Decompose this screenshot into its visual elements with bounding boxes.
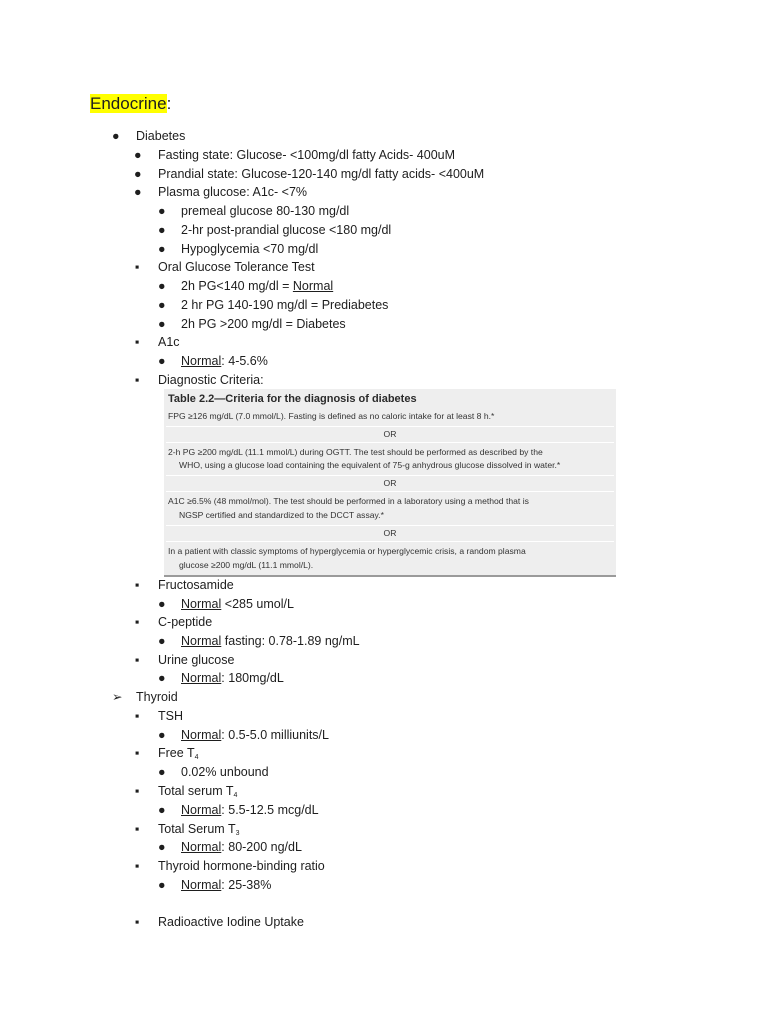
heading-text: Endocrine: [90, 94, 167, 113]
bullet-square-icon: ▪: [135, 822, 140, 836]
ogtt-label: Oral Glucose Tolerance Test: [158, 260, 315, 274]
ogtt-normal-text: 2h PG<140 mg/dl =: [181, 279, 293, 293]
tsh-normal-underlined: Normal: [181, 728, 222, 742]
thbr-normal-value: : 25-38%: [221, 878, 272, 892]
total-t4-subscript: 4: [233, 792, 238, 799]
table-row-ogtt: 2-h PG ≥200 mg/dL (11.1 mmol/L) during OGTT. The test should be performed as described by the: [168, 447, 543, 457]
bullet-square-icon: ▪: [135, 653, 140, 667]
bullet-dot-icon: ●: [158, 878, 166, 892]
t3-normal-value: : 80-200 ng/dL: [221, 840, 302, 854]
urine-normal-value: : 180mg/dL: [221, 671, 284, 685]
ogtt-prediabetes: 2 hr PG 140-190 mg/dl = Prediabetes: [181, 298, 389, 312]
cpep-normal-value: fasting: 0.78-1.89 ng/mL: [221, 634, 360, 648]
table-or: OR: [383, 528, 397, 538]
thyroid-label: Thyroid: [136, 690, 178, 704]
table-divider: [166, 442, 614, 443]
free-t4-text: Free T: [158, 746, 195, 760]
list-item: Hypoglycemia <70 mg/dl: [181, 242, 319, 256]
table-row-random-cont: glucose ≥200 mg/dL (11.1 mmol/L).: [179, 560, 314, 570]
thbr-label: Thyroid hormone-binding ratio: [158, 859, 325, 873]
bullet-dot-icon: ●: [158, 671, 166, 685]
bullet-dot-icon: ●: [158, 242, 166, 256]
thbr-normal-underlined: Normal: [181, 878, 222, 892]
table-row-a1c: A1C ≥6.5% (48 mmol/mol). The test should be performed in a laboratory using a method that is: [168, 496, 529, 506]
bullet-dot-icon: ●: [134, 185, 142, 199]
table-divider: [166, 525, 614, 526]
prandial-state: Prandial state: Glucose-120-140 mg/dl fatty acids- <400uM: [158, 167, 485, 181]
bullet-dot-icon: ●: [158, 765, 166, 779]
t3-normal: [181, 838, 302, 856]
page-heading: [90, 92, 171, 116]
table-title: Table 2.2—Criteria for the diagnosis of diabetes: [168, 393, 417, 405]
bullet-square-icon: ▪: [135, 373, 140, 387]
table-or: OR: [383, 478, 397, 488]
bullet-dot-icon: ●: [134, 167, 142, 181]
table-divider: [166, 475, 614, 476]
urine-normal: [181, 669, 284, 687]
unbound-value: 0.02% unbound: [181, 765, 269, 779]
bullet-dot-icon: ●: [158, 840, 166, 854]
bullet-square-icon: ▪: [135, 578, 140, 592]
table-divider: [166, 426, 614, 427]
table-row-random: In a patient with classic symptoms of hyperglycemia or hyperglycemic crisis, a random plasma: [168, 546, 526, 556]
table-or: OR: [383, 429, 397, 439]
tsh-normal: [181, 726, 329, 744]
fructo-normal-underlined: Normal: [181, 597, 222, 611]
bullet-dot-icon: ●: [158, 354, 166, 368]
bullet-dot-icon: ●: [158, 728, 166, 742]
bullet-dot-icon: ●: [158, 204, 166, 218]
bullet-square-icon: ▪: [135, 615, 140, 629]
bullet-dot-icon: ●: [158, 597, 166, 611]
bullet-dot-icon: ●: [158, 298, 166, 312]
cpep-normal-underlined: Normal: [181, 634, 222, 648]
cpeptide-normal: [181, 632, 360, 650]
ogtt-diabetes: 2h PG >200 mg/dl = Diabetes: [181, 317, 346, 331]
arrow-bullet-icon: ➢: [112, 690, 123, 704]
diagnosis-criteria-table: [164, 389, 616, 577]
bullet-dot-icon: ●: [134, 148, 142, 162]
list-item: premeal glucose 80-130 mg/dl: [181, 204, 350, 218]
a1c-normal: [181, 352, 268, 370]
tsh-label: TSH: [158, 709, 183, 723]
bullet-dot-icon: ●: [158, 634, 166, 648]
total-t3-text: Total Serum T: [158, 822, 236, 836]
t3-normal-underlined: Normal: [181, 840, 222, 854]
diabetes-label: Diabetes: [136, 129, 186, 143]
fructo-normal-value: <285 umol/L: [221, 597, 294, 611]
ogtt-normal: [181, 277, 333, 295]
t4-normal-underlined: Normal: [181, 803, 222, 817]
fructosamide-normal: [181, 595, 294, 613]
cpeptide-label: C-peptide: [158, 615, 213, 629]
heading-colon: :: [166, 94, 172, 113]
thbr-normal: [181, 876, 271, 894]
free-t4-subscript: 4: [194, 754, 199, 761]
a1c-normal-value: : 4-5.6%: [221, 354, 268, 368]
bullet-square-icon: ▪: [135, 784, 140, 798]
bullet-square-icon: ▪: [135, 709, 140, 723]
bullet-dot-icon: ●: [158, 803, 166, 817]
bullet-square-icon: ▪: [135, 335, 140, 349]
bullet-dot-icon: ●: [112, 129, 120, 143]
bullet-square-icon: ▪: [135, 915, 140, 929]
table-divider: [166, 491, 614, 492]
table-row-a1c-cont: NGSP certified and standardized to the DCCT assay.*: [179, 510, 384, 520]
bullet-square-icon: ▪: [135, 260, 140, 274]
list-item: 2-hr post-prandial glucose <180 mg/dl: [181, 223, 392, 237]
diagnostic-criteria-label: Diagnostic Criteria:: [158, 373, 264, 387]
bullet-dot-icon: ●: [158, 317, 166, 331]
rai-label: Radioactive Iodine Uptake: [158, 915, 304, 929]
bullet-dot-icon: ●: [158, 279, 166, 293]
fructosamide-label: Fructosamide: [158, 578, 234, 592]
plasma-glucose: Plasma glucose: A1c- <7%: [158, 185, 308, 199]
a1c-label: A1c: [158, 335, 180, 349]
bullet-square-icon: ▪: [135, 746, 140, 760]
table-divider: [166, 541, 614, 542]
table-row-ogtt-cont: WHO, using a glucose load containing the equivalent of 75-g anhydrous glucose dissolved in water.*: [179, 460, 561, 470]
ogtt-normal-underlined: Normal: [292, 279, 334, 293]
urine-glucose-label: Urine glucose: [158, 653, 235, 667]
a1c-normal-underlined: Normal: [181, 354, 222, 368]
fasting-state: Fasting state: Glucose- <100mg/dl fatty Acids- 400uM: [158, 148, 456, 162]
total-t3-subscript: 3: [235, 830, 240, 837]
urine-normal-underlined: Normal: [181, 671, 222, 685]
total-t4-text: Total serum T: [158, 784, 234, 798]
t4-normal-value: : 5.5-12.5 mcg/dL: [221, 803, 319, 817]
t4-normal: [181, 801, 319, 819]
bullet-square-icon: ▪: [135, 859, 140, 873]
bullet-dot-icon: ●: [158, 223, 166, 237]
tsh-normal-value: : 0.5-5.0 milliunits/L: [221, 728, 329, 742]
table-row-fpg: FPG ≥126 mg/dL (7.0 mmol/L). Fasting is defined as no caloric intake for at least 8 h.*: [168, 411, 495, 421]
